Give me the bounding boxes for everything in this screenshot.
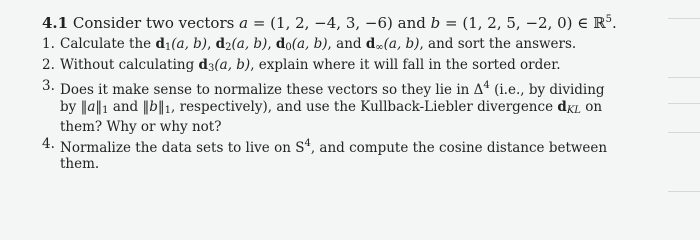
sphere-dimension: 4 bbox=[304, 138, 311, 150]
membership-symbol: ∈ ℝ bbox=[577, 14, 606, 32]
question-item-1 bbox=[42, 36, 662, 56]
space-dimension: 5 bbox=[605, 14, 613, 25]
question-1-intro: Calculate the bbox=[60, 36, 152, 52]
question-number: 2. bbox=[42, 57, 55, 74]
norm-a: ‖a‖ bbox=[80, 98, 103, 115]
problem-and: and bbox=[397, 14, 426, 32]
d-3-args: (a, b) bbox=[214, 57, 251, 74]
margin-rule bbox=[668, 132, 700, 133]
problem-block bbox=[42, 10, 662, 173]
margin-rule bbox=[668, 18, 700, 19]
question-3-line-3: them? Why or why not? bbox=[60, 118, 222, 135]
problem-statement: 4.1 Consider two vectors a = (1, 2, −4, 3, −6) and b = (1, 2, 5, −2, 0) ∈ ℝ$^5$. bbox=[42, 14, 617, 32]
d-inf-symbol: d bbox=[365, 36, 376, 52]
kl-subscript: KL bbox=[566, 104, 581, 116]
d-1-symbol: d bbox=[155, 36, 165, 52]
question-number: 1. bbox=[42, 36, 55, 52]
d-2-subscript: 2 bbox=[225, 42, 232, 53]
margin-rule bbox=[668, 191, 700, 192]
d-inf-subscript: ∞ bbox=[375, 42, 384, 53]
question-number: 4. bbox=[42, 136, 55, 153]
d-0-subscript: 0 bbox=[285, 42, 292, 53]
question-3-line-2 bbox=[60, 99, 662, 119]
question-list bbox=[42, 36, 662, 172]
problem-final-punct: . bbox=[612, 14, 617, 32]
norm-b: ‖b‖ bbox=[142, 98, 165, 115]
simplex-symbol: Δ bbox=[473, 82, 484, 99]
d-0-symbol: d bbox=[275, 36, 286, 52]
question-item-3 bbox=[42, 78, 662, 135]
question-1-and: and bbox=[336, 36, 362, 52]
problem-number: 4.1 bbox=[42, 14, 69, 32]
d-1-subscript: 1 bbox=[164, 42, 172, 53]
d-2-args: (a, b) bbox=[231, 36, 268, 52]
question-3-start: Does it make sense to normalize these vectors so they lie in bbox=[60, 82, 470, 99]
question-3-and: and bbox=[112, 98, 139, 115]
sphere-symbol: S bbox=[295, 140, 305, 157]
question-4-line-1 bbox=[60, 136, 662, 156]
question-number: 3. bbox=[42, 78, 55, 95]
question-4-line-1-end: , and compute the cosine distance between bbox=[310, 140, 608, 157]
question-item-4 bbox=[42, 136, 662, 172]
margin-rule bbox=[668, 77, 700, 78]
d-0-args: (a, b) bbox=[291, 36, 328, 52]
question-3-line-2-end: on bbox=[585, 98, 603, 115]
vector-a-value: (1, 2, −4, 3, −6) bbox=[270, 14, 393, 32]
d-3-symbol: d bbox=[198, 57, 208, 74]
question-3-line-1 bbox=[60, 78, 662, 98]
comma-3: , bbox=[327, 36, 332, 52]
question-1-end: , and sort the answers. bbox=[419, 36, 577, 52]
comma-1: , bbox=[207, 36, 212, 52]
d-2-symbol: d bbox=[215, 36, 226, 52]
problem-intro: Consider two vectors bbox=[72, 14, 235, 32]
d-3-subscript: 3 bbox=[208, 63, 215, 75]
question-2-line-1 bbox=[60, 57, 662, 77]
question-4-line-2: them. bbox=[60, 156, 100, 173]
norm-a-subscript: 1 bbox=[102, 104, 109, 116]
question-1-line-1 bbox=[60, 36, 662, 56]
question-3-by: by bbox=[60, 98, 77, 115]
d-inf-args: (a, b) bbox=[383, 36, 420, 52]
question-4-start: Normalize the data sets to live on bbox=[60, 140, 291, 157]
vector-b-name: b bbox=[430, 14, 441, 32]
question-item-2 bbox=[42, 57, 662, 77]
simplex-dimension: 4 bbox=[483, 80, 490, 92]
question-2-end: , explain where it will fall in the sorted order. bbox=[250, 57, 561, 74]
norm-b-subscript: 1 bbox=[164, 104, 172, 116]
vector-b-value: (1, 2, 5, −2, 0) bbox=[462, 14, 573, 32]
vector-a-name: a bbox=[239, 14, 249, 32]
question-2-intro: Without calculating bbox=[60, 57, 195, 74]
question-3-line-1-end: (i.e., by dividing bbox=[494, 82, 605, 99]
question-3-mid: , respectively), and use the Kullback-Liebler divergence bbox=[171, 98, 554, 115]
d-1-args: (a, b) bbox=[171, 36, 208, 52]
margin-rule bbox=[668, 103, 700, 104]
comma-2: , bbox=[267, 36, 272, 52]
kl-d-symbol: d bbox=[557, 98, 567, 115]
